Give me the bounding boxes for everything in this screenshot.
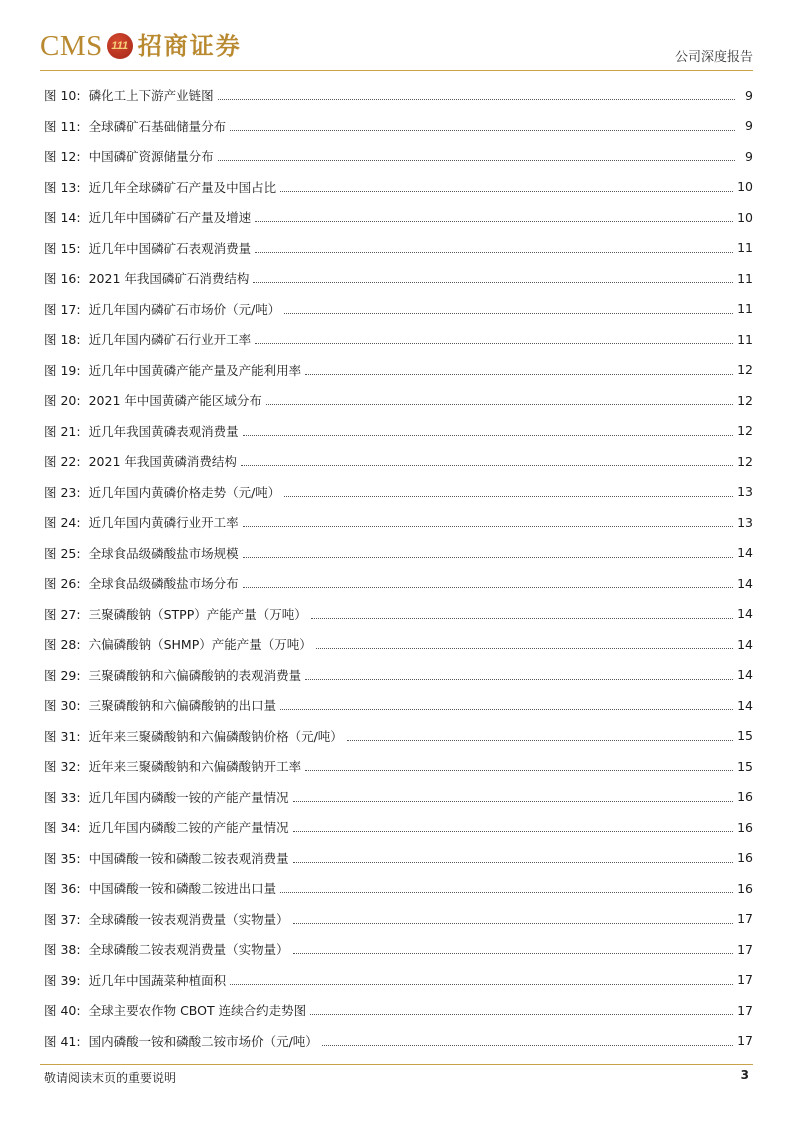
toc-figure-label: 图 39:: [44, 972, 81, 988]
toc-figure-label: 图 32:: [44, 759, 81, 775]
toc-leader-dots: [280, 891, 733, 893]
toc-entry[interactable]: [44, 263, 753, 294]
toc-leader-dots: [218, 159, 735, 161]
toc-page-number: 17: [737, 1002, 753, 1018]
toc-page-number: 12: [737, 423, 753, 439]
toc-page-number: 14: [737, 545, 753, 561]
toc-page-number: 17: [737, 1033, 753, 1049]
toc-figure-label: 图 20:: [44, 393, 81, 409]
toc-figure-title: 近几年中国磷矿石产量及增速: [88, 210, 252, 226]
toc-entry[interactable]: [44, 904, 753, 935]
toc-figure-title: 近几年中国磷矿石表观消费量: [88, 240, 252, 256]
toc-page-number: 16: [737, 819, 753, 835]
figure-index-list: [44, 80, 753, 1056]
toc-figure-title: 近几年国内黄磷价格走势（元/吨）: [88, 484, 281, 500]
toc-leader-dots: [241, 464, 733, 466]
toc-figure-label: 图 24:: [44, 515, 81, 531]
logo-latin-text: CMS: [40, 29, 103, 62]
toc-figure-title: 近几年国内磷酸二铵的产能产量情况: [88, 820, 289, 836]
toc-entry[interactable]: [44, 934, 753, 965]
toc-entry[interactable]: [44, 751, 753, 782]
toc-leader-dots: [243, 525, 733, 527]
toc-entry[interactable]: [44, 721, 753, 752]
toc-figure-title: 近几年国内磷矿石市场价（元/吨）: [88, 301, 281, 317]
toc-figure-label: 图 18:: [44, 332, 81, 348]
toc-figure-title: 中国磷酸一铵和磷酸二铵进出口量: [88, 881, 277, 897]
toc-entry[interactable]: [44, 324, 753, 355]
toc-figure-label: 图 30:: [44, 698, 81, 714]
toc-entry[interactable]: [44, 568, 753, 599]
toc-leader-dots: [243, 586, 733, 588]
toc-leader-dots: [347, 739, 733, 741]
toc-page-number: 14: [737, 606, 753, 622]
header-divider: [40, 70, 753, 71]
toc-leader-dots: [293, 830, 733, 832]
toc-leader-dots: [305, 769, 733, 771]
toc-leader-dots: [230, 129, 735, 131]
toc-figure-label: 图 31:: [44, 728, 81, 744]
toc-page-number: 14: [737, 697, 753, 713]
toc-entry[interactable]: [44, 629, 753, 660]
toc-figure-label: 图 22:: [44, 454, 81, 470]
toc-entry[interactable]: [44, 812, 753, 843]
toc-figure-title: 国内磷酸一铵和磷酸二铵市场价（元/吨）: [88, 1033, 318, 1049]
toc-entry[interactable]: [44, 385, 753, 416]
toc-page-number: 15: [737, 758, 753, 774]
toc-leader-dots: [255, 220, 733, 222]
toc-figure-label: 图 37:: [44, 911, 81, 927]
page-number: 3: [740, 1068, 749, 1082]
toc-leader-dots: [322, 1044, 733, 1046]
toc-figure-label: 图 25:: [44, 545, 81, 561]
toc-leader-dots: [284, 312, 733, 314]
toc-page-number: 10: [737, 179, 753, 195]
toc-figure-label: 图 26:: [44, 576, 81, 592]
toc-entry[interactable]: [44, 141, 753, 172]
toc-page-number: 10: [737, 209, 753, 225]
toc-figure-title: 六偏磷酸钠（SHMP）产能产量（万吨）: [88, 637, 312, 653]
toc-page-number: 9: [745, 87, 753, 103]
toc-figure-label: 图 41:: [44, 1033, 81, 1049]
toc-figure-label: 图 17:: [44, 301, 81, 317]
page-header: [40, 26, 753, 70]
toc-leader-dots: [253, 281, 733, 283]
toc-entry[interactable]: [44, 843, 753, 874]
toc-leader-dots: [243, 434, 733, 436]
toc-leader-dots: [280, 190, 733, 192]
toc-page-number: 14: [737, 667, 753, 683]
toc-figure-title: 全球食品级磷酸盐市场分布: [88, 576, 239, 592]
report-type-label: 公司深度报告: [674, 50, 753, 65]
toc-figure-label: 图 21:: [44, 423, 81, 439]
toc-page-number: 16: [737, 789, 753, 805]
toc-leader-dots: [293, 800, 733, 802]
toc-figure-title: 近年来三聚磷酸钠和六偏磷酸钠开工率: [88, 759, 302, 775]
toc-leader-dots: [293, 861, 733, 863]
toc-entry[interactable]: [44, 1026, 753, 1057]
company-logo: [40, 28, 242, 64]
toc-page-number: 9: [745, 148, 753, 164]
toc-entry[interactable]: [44, 233, 753, 264]
footer-divider: [40, 1064, 753, 1065]
toc-page-number: 17: [737, 911, 753, 927]
toc-figure-title: 近几年国内黄磷行业开工率: [88, 515, 239, 531]
toc-page-number: 17: [737, 941, 753, 957]
toc-page-number: 12: [737, 453, 753, 469]
toc-leader-dots: [305, 373, 733, 375]
toc-figure-label: 图 23:: [44, 484, 81, 500]
toc-entry[interactable]: [44, 477, 753, 508]
toc-figure-label: 图 16:: [44, 271, 81, 287]
toc-figure-title: 全球磷酸一铵表观消费量（实物量）: [88, 911, 289, 927]
toc-entry[interactable]: [44, 172, 753, 203]
toc-figure-title: 全球磷矿石基础储量分布: [88, 118, 227, 134]
toc-page-number: 13: [737, 514, 753, 530]
toc-figure-title: 全球食品级磷酸盐市场规模: [88, 545, 239, 561]
toc-page-number: 12: [737, 392, 753, 408]
toc-page-number: 15: [737, 728, 753, 744]
disclaimer-note: 敬请阅读末页的重要说明: [44, 1071, 177, 1085]
toc-entry[interactable]: [44, 660, 753, 691]
toc-figure-label: 图 40:: [44, 1003, 81, 1019]
toc-leader-dots: [243, 556, 733, 558]
toc-figure-label: 图 33:: [44, 789, 81, 805]
toc-figure-label: 图 29:: [44, 667, 81, 683]
toc-figure-title: 三聚磷酸钠（STPP）产能产量（万吨）: [88, 606, 307, 622]
toc-page-number: 11: [737, 240, 753, 256]
toc-leader-dots: [293, 952, 733, 954]
toc-leader-dots: [305, 678, 733, 680]
toc-leader-dots: [316, 647, 733, 649]
toc-entry[interactable]: [44, 294, 753, 325]
toc-figure-label: 图 14:: [44, 210, 81, 226]
toc-leader-dots: [230, 983, 733, 985]
toc-figure-title: 近几年中国黄磷产能产量及产能利用率: [88, 362, 302, 378]
toc-figure-title: 近几年全球磷矿石产量及中国占比: [88, 179, 277, 195]
toc-leader-dots: [266, 403, 733, 405]
toc-figure-label: 图 28:: [44, 637, 81, 653]
toc-figure-label: 图 19:: [44, 362, 81, 378]
toc-entry[interactable]: [44, 782, 753, 813]
logo-mark-icon: 111: [107, 33, 133, 59]
toc-entry[interactable]: [44, 599, 753, 630]
toc-page-number: 16: [737, 880, 753, 896]
toc-page-number: 11: [737, 331, 753, 347]
toc-entry[interactable]: [44, 355, 753, 386]
toc-leader-dots: [280, 708, 733, 710]
toc-figure-title: 三聚磷酸钠和六偏磷酸钠的出口量: [88, 698, 277, 714]
toc-entry[interactable]: [44, 111, 753, 142]
toc-figure-label: 图 15:: [44, 240, 81, 256]
toc-page-number: 16: [737, 850, 753, 866]
toc-figure-title: 磷化工上下游产业链图: [88, 88, 214, 104]
toc-leader-dots: [293, 922, 733, 924]
toc-page-number: 14: [737, 575, 753, 591]
toc-figure-label: 图 10:: [44, 88, 81, 104]
toc-figure-title: 中国磷酸一铵和磷酸二铵表观消费量: [88, 850, 289, 866]
toc-figure-title: 全球主要农作物 CBOT 连续合约走势图: [88, 1003, 307, 1019]
toc-figure-label: 图 11:: [44, 118, 81, 134]
toc-entry[interactable]: [44, 80, 753, 111]
toc-page-number: 11: [737, 301, 753, 317]
toc-entry[interactable]: [44, 873, 753, 904]
toc-figure-title: 全球磷酸二铵表观消费量（实物量）: [88, 942, 289, 958]
toc-figure-label: 图 35:: [44, 850, 81, 866]
toc-entry[interactable]: [44, 507, 753, 538]
toc-figure-label: 图 13:: [44, 179, 81, 195]
toc-figure-title: 近几年国内磷酸一铵的产能产量情况: [88, 789, 289, 805]
toc-figure-label: 图 27:: [44, 606, 81, 622]
toc-figure-label: 图 38:: [44, 942, 81, 958]
toc-figure-title: 近年来三聚磷酸钠和六偏磷酸钠价格（元/吨）: [88, 728, 343, 744]
toc-page-number: 11: [737, 270, 753, 286]
toc-figure-title: 近几年中国蔬菜种植面积: [88, 972, 227, 988]
toc-page-number: 17: [737, 972, 753, 988]
toc-figure-label: 图 34:: [44, 820, 81, 836]
toc-leader-dots: [311, 617, 733, 619]
toc-figure-title: 近几年国内磷矿石行业开工率: [88, 332, 252, 348]
toc-entry[interactable]: [44, 538, 753, 569]
toc-figure-title: 2021 年我国磷矿石消费结构: [88, 271, 250, 287]
toc-figure-title: 近几年我国黄磷表观消费量: [88, 423, 239, 439]
toc-page-number: 13: [737, 484, 753, 500]
toc-entry[interactable]: [44, 202, 753, 233]
logo-chinese-text: 招商证券: [137, 31, 242, 60]
toc-leader-dots: [284, 495, 733, 497]
toc-leader-dots: [310, 1013, 733, 1015]
toc-page-number: 12: [737, 362, 753, 378]
toc-figure-title: 2021 年中国黄磷产能区域分布: [88, 393, 262, 409]
toc-leader-dots: [218, 98, 735, 100]
toc-page-number: 14: [737, 636, 753, 652]
toc-entry[interactable]: [44, 690, 753, 721]
toc-figure-label: 图 36:: [44, 881, 81, 897]
toc-figure-title: 中国磷矿资源储量分布: [88, 149, 214, 165]
toc-figure-label: 图 12:: [44, 149, 81, 165]
toc-entry[interactable]: [44, 995, 753, 1026]
toc-entry[interactable]: [44, 416, 753, 447]
toc-entry[interactable]: [44, 965, 753, 996]
toc-leader-dots: [255, 251, 733, 253]
toc-figure-title: 三聚磷酸钠和六偏磷酸钠的表观消费量: [88, 667, 302, 683]
toc-entry[interactable]: [44, 446, 753, 477]
toc-figure-title: 2021 年我国黄磷消费结构: [88, 454, 237, 470]
toc-page-number: 9: [745, 118, 753, 134]
toc-leader-dots: [255, 342, 733, 344]
